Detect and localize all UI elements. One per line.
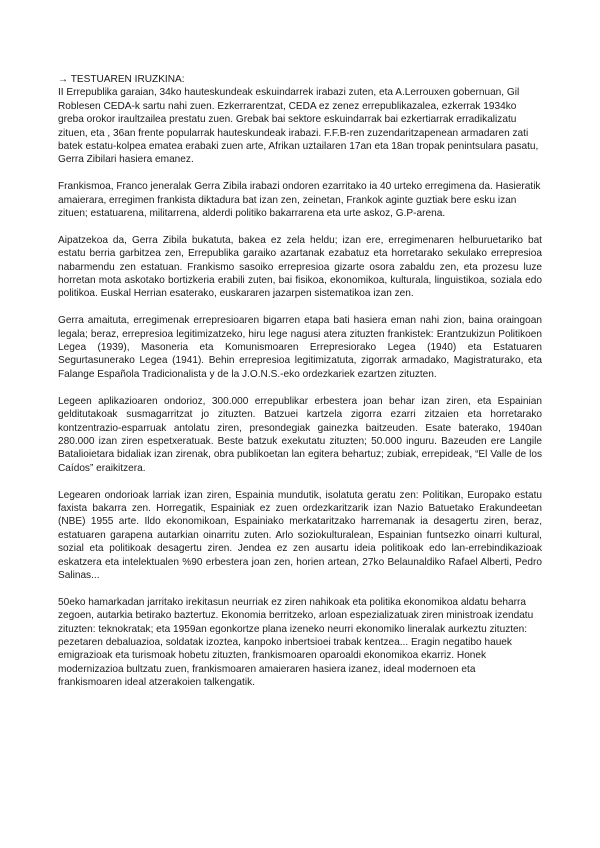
- document-page: [58, 73, 542, 690]
- document-heading: → TESTUAREN IRUZKINA:: [58, 74, 185, 85]
- paragraph-repression: Aipatzekoa da, Gerra Zibila bukatuta, bakea ez zela heldu; izan ere, erregimenaren helburuetariko bat estatu berria garbitzea zen, Errepublika garaiko azartanak ezabatuz eta horretarako sekulako errepresioa nabarmendu zen estatuan. Frankismo sasoiko errepresioa gizarte osora zabaldu zen, eta prozesu luze horretan mota askotako bortizkeria erabili zuten, bai fisikoa, ekonomikoa, kulturala, linguistikoa, soziala edo politikoa. Euskal Herrian esaterako, euskararen jazarpen sistematikoa izan zen.: [58, 234, 542, 300]
- paragraph-republic: II Errepublika garaian, 34ko hauteskundeak eskuindarrek irabazi zuten, eta A.Lerrouxen gobernuan, Gil Roblesen CEDA-k sartu nahi zuen. Ezkerrarentzat, CEDA ez zenez errepublikazalea, ezkerrak 1934ko greba orokor iraultzailea prestatu zuen. Grebak bai sektore eskuindarrak bai ezkertiarrak erradikalizatu zituen, eta , 36an frente popularrak hauteskundeak irabazi. F.F.B-ren zuzendaritzapenean armadaren zati batek estatu-kolpea ematea erabaki zuen arte, Afrikan uztailaren 17an eta 18an tropak penintsulara pasatu, Gerra Zibilari hasiera emanez.: [58, 87, 539, 166]
- paragraph-opening: 50eko hamarkadan jarritako irekitasun neurriak ez ziren nahikoak eta politika ekonomikoa aldatu beharra zegoen, autarkia betirako baztertuz. Ekonomia berritzeko, arloan espezializatuak ziren ministroak izendatu zituzten: teknokratak; eta 1959an egonkortze plana izeneko neurri ekonomiko lineralak aurkeztu zituzten: pezetaren debaluazioa, soldatak izoztea, kanpoko inbertsioei trabak kentzea... Eragin negatibo hauek emigrazioak eta turismoak hobetu zituzten, frankismoaren oparoaldi ekonomikoa ekarriz. Honek modernizazioa bultzatu zuen, frankismoaren amaieraren hasiera izanez, ideal modernoen eta frankismoaren ideal atzerakoien talkengatik.: [58, 596, 534, 689]
- paragraph-francoism: Frankismoa, Franco jeneralak Gerra Zibila irabazi ondoren ezarritako ia 40 urteko erregimena da. Hasieratik amaierara, erregimen frankista diktadura bat izan zen, zeinetan, Frankok aginte guztiak bere esku izan zituen; estatuarena, militarrena, alderdi politiko bakarrarena eta urte askoz, G.P-arena.: [58, 181, 541, 220]
- paragraph-laws: Gerra amaituta, erregimenak errepresioaren bigarren etapa bati hasiera eman nahi zion, baina oraingoan legala; beraz, errepresioa legitimizatzeko, hiru lege nagusi atera zituzten frankistek: Erantzukizun Politikoen Legea (1939), Masoneria eta Komunismoaren Errepresiorako Legea (1940) eta Estatuaren Segurtasunerako Legea (1941). Behin errepresioa legitimizatuta, zigorrak armadako, Magistraturako, eta Falange Española Tradicionalista y de la J.O.N.S.-eko ordezkariek ezartzen zituzten.: [58, 315, 542, 380]
- paragraph-consequences: Legeen aplikazioaren ondorioz, 300.000 errepublikar erbestera joan behar izan ziren, eta Espainian gelditutakoak susmagarritzat jo zituzten. Batzuei kartzela zigorra ezarri zitzaien eta horretarako kontzentrazio-esparruak antolatu ziren, presondegiak gainezka baitzeuden. Esate baterako, 1940an 280.000 izan ziren espetxeratuak. Beste batzuk exekutatu zituzten; 50.000 inguru. Bazeuden ere Langile Batalioietara bidaliak izan zirenak, obra publikoetan lan egitera behartuz; zubiak, errepideak, “El Valle de los Caídos” eraikitzera.: [58, 395, 542, 474]
- paragraph-isolation: Legearen ondorioak larriak izan ziren, Espainia mundutik, isolatuta geratu zen: Politikan, Europako estatu faxista bakarra zen. Horregatik, Espainiak ez zuen ordezkaritzarik izan Nazio Batuetako Erakundeetan (NBE) 1955 arte. Ildo ekonomikoan, Espainiako merkataritzako harremanak ia desagertu ziren, beraz, estatuaren garapena autarkian oinarritu zuten. Arlo soziokulturalean, Espainian funtsezko oinarri kultural, sozial eta politikoak desagertu ziren. Jendea ez zen ausartu ideia politikoak edo lan-errebindikazioak eskatzera eta intelektualen %90 erbestera joan zen, horien artean, 27ko Belaunaldiko Rafael Alberti, Pedro Salinas...: [58, 489, 542, 581]
